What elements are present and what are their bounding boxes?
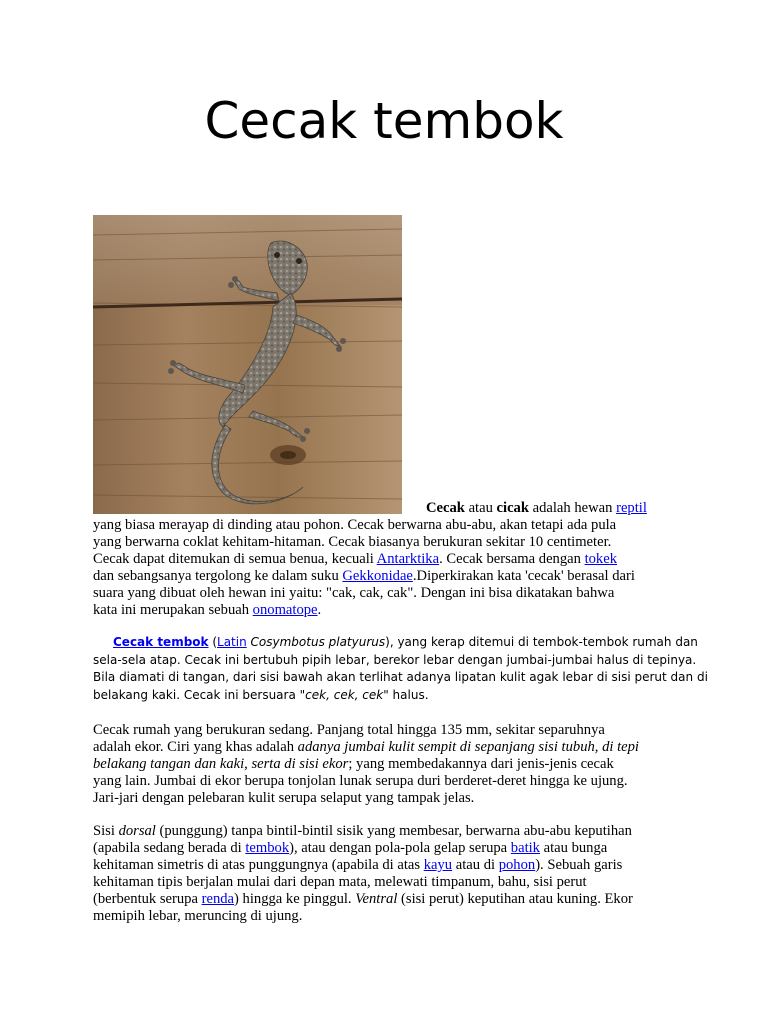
- text-fragment: .: [317, 601, 322, 618]
- paragraph-coloration: [93, 823, 683, 924]
- tembok-line-1: [93, 634, 698, 652]
- color-line-6: memipih lebar, meruncing di ujung.: [93, 907, 303, 924]
- text-fragment: (berbentuk serupa: [93, 890, 202, 907]
- desc-line-2: [93, 739, 683, 756]
- link-cecak-tembok[interactable]: Cecak tembok: [113, 635, 209, 649]
- intro-line-6: suara yang dibuat oleh hewan ini yaitu: "cak, cak, cak". Dengan ini bisa dikatakan bahwa: [93, 584, 615, 601]
- link-pohon[interactable]: pohon: [498, 856, 536, 873]
- text-fragment: (apabila sedang berada di: [93, 839, 246, 856]
- intro-line-4: [93, 551, 683, 568]
- link-reptil[interactable]: reptil: [616, 500, 647, 516]
- gecko-photo: [93, 215, 402, 514]
- page-title: Cecak tembok: [204, 92, 564, 150]
- color-line-3: [93, 857, 683, 874]
- desc-line-4: yang lain. Jumbai di ekor berupa tonjolan lunak serupa duri berderet-deret hingga ke ujung.: [93, 772, 628, 789]
- text-fragment: adalah hewan: [528, 500, 617, 516]
- link-batik[interactable]: batik: [510, 839, 540, 856]
- scientific-name: Cosymbotus platyurus: [250, 635, 386, 649]
- text-fragment: ), atau dengan pola-pola gelap serupa: [289, 839, 511, 856]
- link-tokek[interactable]: tokek: [584, 550, 617, 567]
- color-line-2: [93, 840, 683, 857]
- bold-term-cecak: Cecak: [426, 500, 465, 516]
- intro-line-5: [93, 568, 683, 585]
- desc-line-3: [93, 756, 683, 773]
- color-line-1: [93, 823, 683, 840]
- italic-fragment: belakang tangan dan kaki, serta di sisi ekor: [93, 755, 349, 772]
- text-fragment: Cecak dapat ditemukan di semua benua, kecuali: [93, 550, 377, 567]
- text-fragment: kata ini merupakan sebuah: [93, 601, 253, 618]
- text-fragment: belakang kaki. Cecak ini bersuara: [93, 687, 300, 702]
- term-dorsal: dorsal: [118, 823, 156, 839]
- intro-body: [93, 517, 683, 618]
- term-ventral: Ventral: [355, 890, 398, 907]
- text-fragment: (punggung) tanpa bintil-bintil sisik yang membesar, berwarna abu-abu keputihan: [155, 823, 632, 839]
- text-fragment: . Cecak bersama dengan: [439, 550, 585, 567]
- text-fragment: .Diperkirakan kata 'cecak' berasal dari: [412, 567, 635, 584]
- text-fragment: ), yang kerap ditemui di tembok-tembok rumah dan: [385, 635, 698, 649]
- text-fragment: dan sebangsanya tergolong ke dalam suku: [93, 567, 343, 584]
- link-gekkonidae[interactable]: Gekkonidae: [342, 567, 413, 584]
- text-fragment: atau di: [452, 856, 499, 873]
- tembok-line-4: [93, 687, 683, 705]
- gecko-illustration: [93, 215, 402, 514]
- text-fragment: atau bunga: [539, 839, 608, 856]
- intro-line-3: yang berwarna coklat kehitam-hitaman. Cecak biasanya berukuran sekitar 10 centimeter.: [93, 533, 612, 550]
- text-fragment: ) hingga ke pinggul.: [234, 890, 356, 907]
- text-fragment: halus.: [388, 687, 429, 702]
- text-fragment: Sisi: [93, 823, 119, 839]
- link-onomatope[interactable]: onomatope: [252, 601, 318, 618]
- tembok-line-2: sela-sela atap. Cecak ini bertubuh pipih lebar, berekor lebar dengan jumbai-jumbai halus di tepinya.: [93, 652, 697, 667]
- text-fragment: ). Sebuah garis: [535, 856, 623, 873]
- tembok-line-3: Bila diamati di tangan, dari sisi bawah akan terlihat adanya lipatan kulit agak lebar di sisi perut dan di: [93, 670, 708, 685]
- text-fragment: (sisi perut) keputihan atau kuning. Ekor: [397, 890, 633, 907]
- italic-fragment: adanya jumbai kulit sempit di sepanjang sisi tubuh, di tepi: [297, 738, 639, 755]
- desc-line-1: Cecak rumah yang berukuran sedang. Panjang total hingga 135 mm, sekitar separuhnya: [93, 722, 605, 738]
- bold-term-cicak: cicak: [496, 500, 529, 516]
- intro-line-2: yang biasa merayap di dinding atau pohon. Cecak berwarna abu-abu, akan tetapi ada pula: [93, 517, 617, 533]
- link-antarktika[interactable]: Antarktika: [376, 550, 440, 567]
- text-fragment: ; yang membedakannya dari jenis-jenis cecak: [348, 755, 614, 772]
- text-fragment: adalah ekor. Ciri yang khas adalah: [93, 738, 298, 755]
- intro-first-line: [426, 500, 647, 517]
- link-renda[interactable]: renda: [201, 890, 235, 907]
- call-sound: "cek, cek, cek": [299, 687, 389, 702]
- link-kayu[interactable]: kayu: [423, 856, 453, 873]
- desc-line-5: Jari-jari dengan pelebaran kulit serupa selaput yang tampak jelas.: [93, 789, 475, 806]
- text-fragment: kehitaman simetris di atas punggungnya (apabila di atas: [93, 856, 424, 873]
- text-fragment: (: [208, 635, 218, 649]
- paragraph-cecak-tembok: [93, 634, 708, 704]
- text-fragment: atau: [464, 500, 497, 516]
- color-line-4: kehitaman tipis berjalan mulai dari depan mata, melewati timpanum, bahu, sisi perut: [93, 873, 587, 890]
- intro-line-7: [93, 602, 683, 619]
- link-tembok[interactable]: tembok: [245, 839, 290, 856]
- link-latin[interactable]: Latin: [217, 635, 247, 649]
- paragraph-description: [93, 722, 683, 807]
- color-line-5: [93, 891, 683, 908]
